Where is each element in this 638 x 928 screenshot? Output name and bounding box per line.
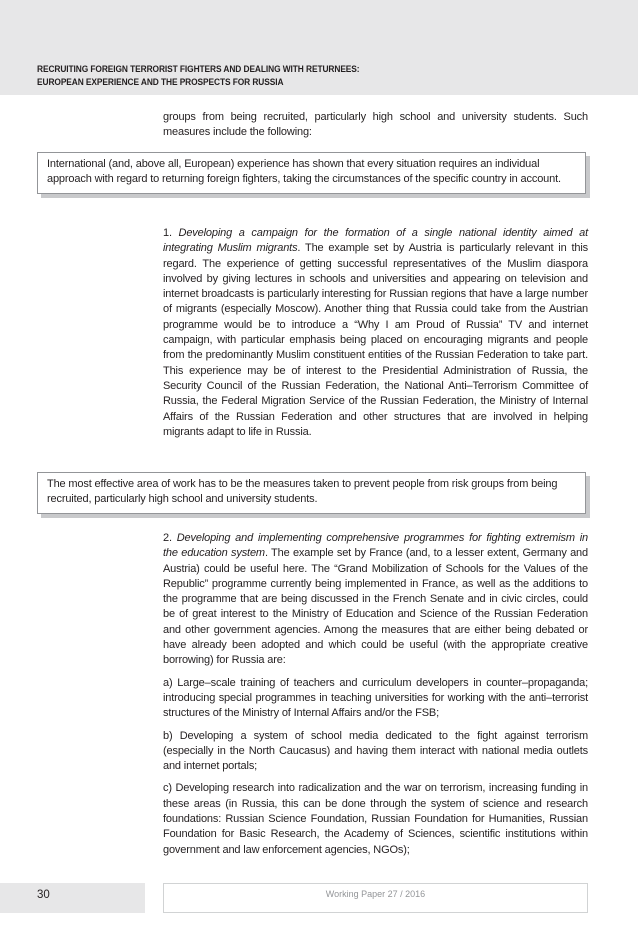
section-1-heading: Developing a campaign for the formation of a single national identity aimed at integrating Muslim migrants [163, 227, 589, 255]
page-number: 30 [37, 889, 50, 901]
section-2 [163, 531, 588, 865]
section-1-paragraph [163, 226, 588, 440]
section-2-paragraph [163, 531, 588, 669]
section-1-body: . The example set by Austria is particularly relevant in this regard. The experience of getting successful representatives of the Muslim diaspora involved by giving lectures in schools and universities and appearing on television and internet broadcasts is particularly interesting for Russian regions that have a large number of migrants (especially Moscow). Another thing that Russia could take from the Austrian programme would be to introduce a “Why I am Proud of Russia” TV and internet campaign, with particular emphasis being placed on encouraging migrants and people from the predominantly Muslim constituent entities of the Russian Federation to take part. This experience may be of interest to the Presidential Administration of Russia, the Security Council of the Russian Federation, the National Anti–Terrorism Committee of Russia, the Federal Migration Service of the Russian Federation, the Ministry of Internal Affairs of the Russian Federation and other structures that are involved in helping migrants adapt to life in Russia. [163, 242, 588, 438]
section-2-item-c: c) Developing research into radicalization and the war on terrorism, increasing funding in these areas (in Russia, this can be done through the system of science and research foundations: Russian Science Foundation, Russian Foundation for Humanities, Russian Foundation for Basic Research, the Academy of Sciences, scientific institutions within government and law enforcement agencies, NGOs); [163, 782, 588, 856]
section-2-item-a: a) Large–scale training of teachers and curriculum developers in counter–propaganda; introducing special programmes in teaching universities for working with the anti–terrorist structures of the Ministry of Internal Affairs and/or the FSB; [163, 676, 588, 720]
callout-box-1 [37, 152, 586, 194]
section-1-number: 1. [163, 227, 179, 239]
callout-text-1: International (and, above all, European) experience has shown that every situation requires an individual approach with regard to returning foreign fighters, taking the circumstances of the specific country in account. [47, 158, 561, 186]
section-1 [163, 226, 588, 447]
section-2-item-b: b) Developing a system of school media dedicated to the fight against terrorism (especially in the North Caucasus) and having them interact with national media outlets and internet portals; [163, 729, 588, 773]
running-header-line-2: EUROPEAN EXPERIENCE AND THE PROSPECTS FOR RUSSIA [37, 77, 284, 87]
section-2-body: . The example set by France (and, to a lesser extent, Germany and Austria) could be useful here. The “Grand Mobilization of Schools for the Values of the Republic” programme currently being implemented in France, as well as the additions to the programme that are being discussed in the French Senate and in civic circles, could be of great interest to the Ministry of Education and Science of the Russian Federation and other government agencies. Among the measures that are either being debated or have already been adopted and which could be useful (with the appropriate creative borrowing) for Russia are: [163, 547, 588, 667]
footer-page-band [0, 883, 145, 913]
section-2-heading: Developing and implementing comprehensive programmes for fighting extremism in the education system [163, 532, 588, 560]
callout-box-2 [37, 472, 586, 514]
running-header-line-1: RECRUITING FOREIGN TERRORIST FIGHTERS AND DEALING WITH RETURNEES: [37, 64, 360, 74]
footer-label: Working Paper 27 / 2016 [325, 889, 426, 899]
callout-text-2: The most effective area of work has to be the measures taken to prevent people from risk groups from being recruited, particularly high school and university students. [47, 478, 558, 506]
running-header [37, 63, 541, 89]
section-2-number: 2. [163, 532, 177, 544]
intro-block [163, 110, 588, 148]
intro-paragraph: groups from being recruited, particularly high school and university students. Such measures include the following: [163, 111, 588, 139]
